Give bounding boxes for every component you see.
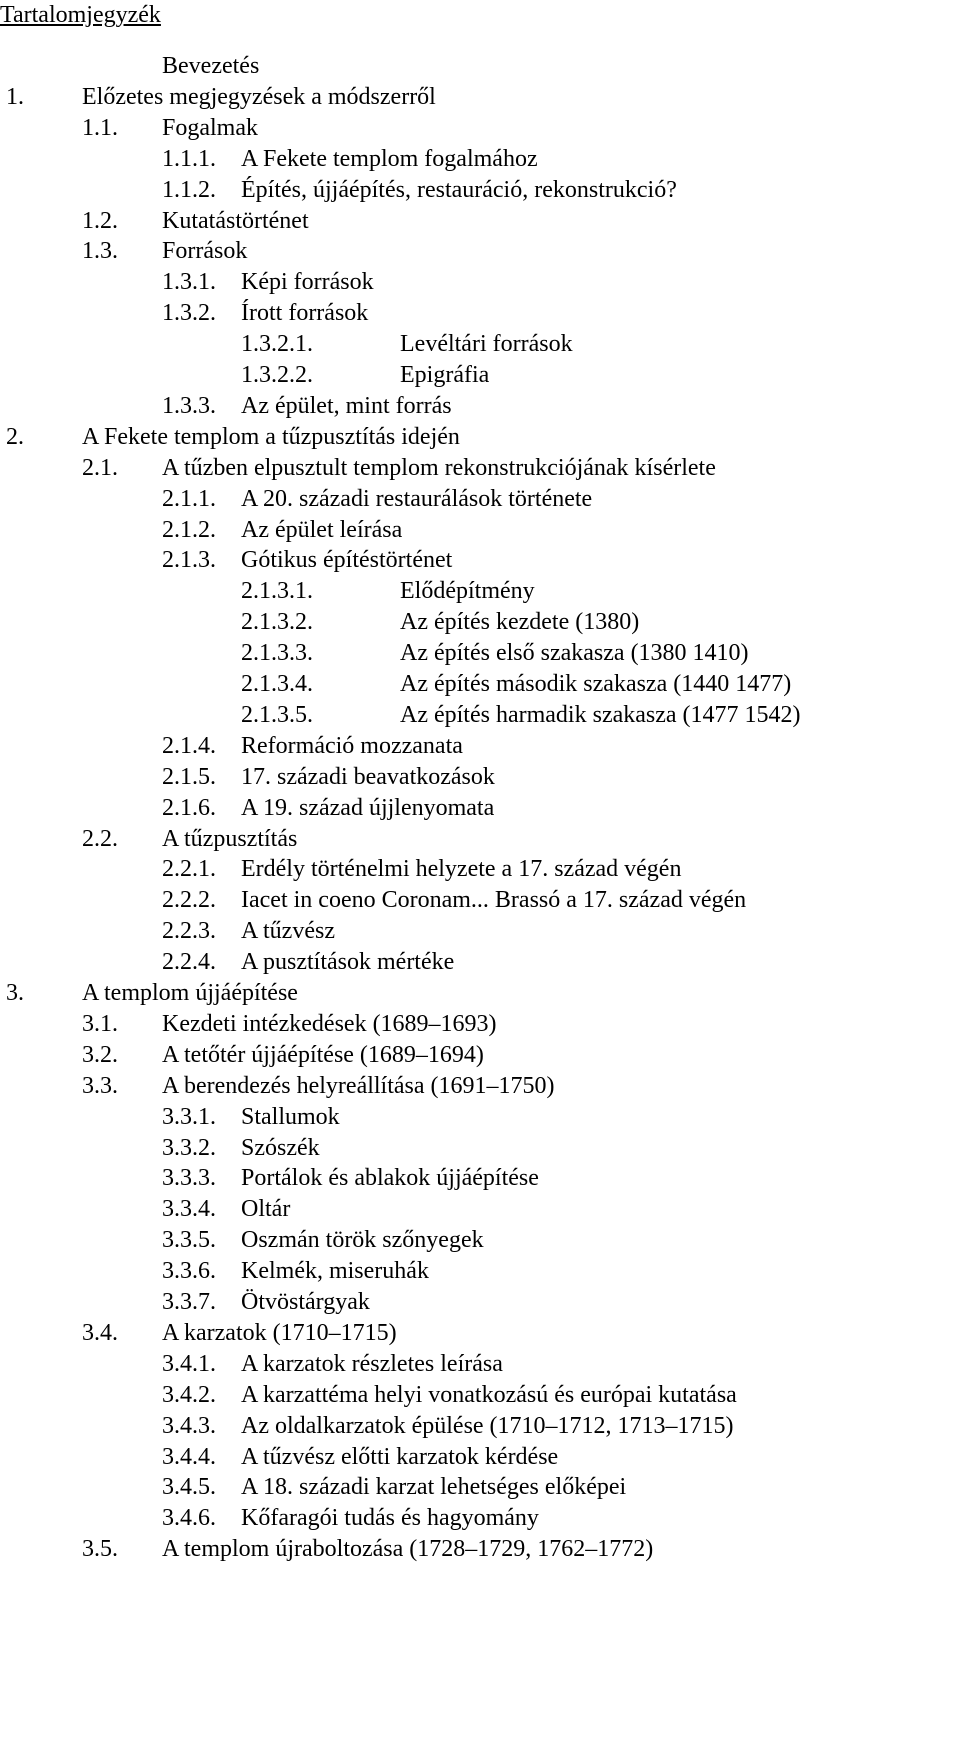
toc-entry-title: Elődépítmény [400,578,535,605]
toc-entry-number: 2.1.2. [162,516,216,543]
toc-entry-number: 1.3.2.2. [241,362,313,388]
toc-entry-number: 3.3.1. [162,1103,216,1130]
toc-entry-number: 2.1.3.5. [241,701,313,728]
toc-entry[interactable] [0,1378,960,1412]
toc-entry-title: Epigráfia [400,362,490,388]
toc-entry[interactable] [0,1007,960,1041]
toc-entry-title: A karzattéma helyi vonatkozású és európai kutatása [241,1381,737,1408]
toc-entry-title: A Fekete templom a tűzpusztítás idején [82,423,460,450]
toc-entry-number: 3.4.1. [162,1350,216,1377]
toc-entry-title: Reformáció mozzanata [241,732,463,759]
toc-entry-title: Az oldalkarzatok épülése (1710–1712, 1713–1715) [241,1412,734,1439]
toc-entry-number: 1.3.2. [162,300,216,327]
toc-entry[interactable] [0,1100,960,1134]
toc-entry-number: 3.4.5. [162,1474,216,1501]
toc-entry[interactable] [0,1440,960,1474]
toc-entry-title: Oszmán török szőnyegek [241,1227,484,1254]
toc-entry-title: Az építés második szakasza (1440 1477) [400,671,792,697]
toc-entry-title: Az építés harmadik szakasza (1477 1542) [400,701,801,728]
toc-entry-number: 2.2.4. [162,949,216,976]
toc-entry[interactable] [0,729,960,763]
toc-entry-number: 3.4.3. [162,1412,216,1439]
toc-entry-number: 2.1.3.3. [241,640,313,667]
toc-entry-title: A berendezés helyreállítása (1691–1750) [162,1072,555,1099]
toc-entry-title: Írott források [241,300,369,327]
toc-entry[interactable] [0,574,960,608]
toc-entry-title: A tetőtér újjáépítése (1689–1694) [162,1041,484,1068]
toc-entry-title: Iacet in coeno Coronam... Brassó a 17. század végén [241,887,747,914]
toc-entry[interactable] [0,451,960,485]
toc-entry[interactable] [0,296,960,330]
toc-entry-number: 2.2. [82,825,118,852]
toc-entry-number: 2.1.3. [162,547,216,574]
toc-entry-number: 2.1.1. [162,485,216,512]
toc-entry[interactable] [0,852,960,886]
toc-entry-number: 1.1.1. [162,145,216,172]
toc-entry-number: 3.3.2. [162,1134,216,1161]
toc-entry-title: A karzatok részletes leírása [241,1350,503,1377]
toc-entry-number: 3.4.2. [162,1381,216,1408]
toc-entry[interactable] [0,80,960,114]
toc-entry-title: Az épület, mint forrás [241,392,452,419]
toc-entry[interactable] [0,1501,960,1535]
toc-entry-number: 2.1.3.4. [241,671,313,697]
toc-entry[interactable] [0,482,960,516]
toc-entry-number: 3.4.6. [162,1505,216,1532]
toc-entry-title: A tűzpusztítás [162,825,298,852]
toc-entry-title: Források [162,238,248,265]
toc-entry-number: 2.1.3.2. [241,609,313,636]
toc-entry-number: 1. [6,83,24,110]
toc-entry-number: 3.1. [82,1010,118,1037]
toc-entry[interactable] [0,204,960,238]
toc-entry-number: 2.1.3.1. [241,578,313,605]
toc-entry-number: 2.1.4. [162,732,216,759]
toc-entry[interactable] [0,1347,960,1381]
toc-entry-title: Szószék [241,1134,320,1161]
toc-entry[interactable] [0,822,960,856]
toc-entry-number: 3.3.3. [162,1165,216,1192]
toc-entry-title: Építés, újjáépítés, restauráció, rekonstrukció? [241,176,677,203]
toc-entry-number: 3.3.6. [162,1258,216,1285]
toc-entry[interactable] [0,1254,960,1288]
toc-entry-number: 3.3.7. [162,1289,216,1315]
toc-entry-number: 3.3.4. [162,1196,216,1223]
toc-entry-title: Gótikus építéstörténet [241,547,453,574]
toc-entry[interactable] [0,945,960,979]
toc-entry[interactable] [0,667,960,701]
toc-entry-title: Az építés kezdete (1380) [400,609,640,636]
toc-entry[interactable] [0,1223,960,1257]
toc-entry-title: Ötvöstárgyak [241,1289,370,1315]
toc-entry-number: 1.3.1. [162,269,216,296]
toc-entry-title: A 18. századi karzat lehetséges előképei [241,1474,627,1501]
toc-entry[interactable] [0,1131,960,1165]
toc-entry-title: A 20. századi restaurálások története [241,485,593,512]
toc-entry[interactable] [0,111,960,145]
toc-entry[interactable] [0,791,960,825]
toc-entry-number: 1.3.2.1. [241,331,313,358]
toc-entry-title: Oltár [241,1196,291,1223]
toc-entry-number: 3.3.5. [162,1227,216,1254]
toc-entry[interactable] [0,1532,960,1566]
toc-entry[interactable] [0,1409,960,1443]
toc-entry-title: Az építés első szakasza (1380 1410) [400,640,749,667]
page-title: Tartalomjegyzék [0,2,161,28]
toc-entry-title: Bevezetés [162,53,260,79]
toc-entry-number: 3.4. [82,1319,118,1346]
toc-entry[interactable] [0,513,960,547]
toc-entry-number: 2.1.6. [162,794,216,821]
toc-entry[interactable] [0,389,960,423]
toc-entry[interactable] [0,543,960,577]
toc-entry-title: Előzetes megjegyzések a módszerről [82,83,436,110]
toc-entry-title: Képi források [241,269,374,296]
toc-entry[interactable] [0,1470,960,1504]
toc-entry-number: 2.2.1. [162,856,216,883]
toc-entry-number: 1.1. [82,114,118,141]
toc-entry[interactable] [0,265,960,299]
toc-entry[interactable] [0,173,960,207]
toc-entry[interactable] [0,420,960,454]
toc-entry-title: A tűzvész előtti karzatok kérdése [241,1443,559,1470]
toc-entry-number: 3.5. [82,1536,118,1563]
toc-entry[interactable] [0,49,960,83]
toc-entry-number: 1.2. [82,207,118,234]
toc-entry-number: 2.2.2. [162,887,216,914]
toc-entry[interactable] [0,760,960,794]
toc-entry[interactable] [0,1316,960,1350]
toc-entry-title: A karzatok (1710–1715) [162,1319,397,1346]
toc-entry-title: A 19. század újjlenyomata [241,794,495,821]
toc-entry-title: Kutatástörténet [162,207,309,234]
toc-entry-title: A Fekete templom fogalmához [241,145,538,172]
toc-entry-title: Fogalmak [162,114,258,141]
toc-entry[interactable] [0,1069,960,1103]
toc-entry-number: 1.3. [82,238,118,265]
toc-entry-number: 1.3.3. [162,392,216,419]
toc-entry-title: Kezdeti intézkedések (1689–1693) [162,1010,497,1037]
toc-entry[interactable] [0,1038,960,1072]
toc-entry-title: Stallumok [241,1103,340,1130]
toc-entry[interactable] [0,1192,960,1226]
toc-entry-number: 3.2. [82,1041,118,1068]
toc-entry-title: Kelmék, miseruhák [241,1258,429,1285]
toc-entry-title: A tűzvész [241,918,335,945]
toc-entry-number: 3.4.4. [162,1443,216,1470]
toc-entry-title: A tűzben elpusztult templom rekonstrukciójának kísérlete [162,454,716,481]
toc-entry[interactable] [0,883,960,917]
toc-entry[interactable] [0,358,960,392]
toc-entry-title: Az épület leírása [241,516,403,543]
toc-entry[interactable] [0,142,960,176]
toc-entry[interactable] [0,1285,960,1319]
toc-entry-title: Portálok és ablakok újjáépítése [241,1165,539,1192]
toc-entry-number: 2.1.5. [162,763,216,790]
toc-entry-title: Kőfaragói tudás és hagyomány [241,1505,539,1532]
toc-entry-title: Levéltári források [400,331,573,358]
toc-entry[interactable] [0,1161,960,1195]
toc-entry-number: 1.1.2. [162,176,216,203]
toc-entry-number: 2.2.3. [162,918,216,945]
toc-entry[interactable] [0,698,960,732]
toc-entry-number: 3.3. [82,1072,118,1099]
toc-entry[interactable] [0,976,960,1010]
toc-entry-number: 2.1. [82,454,118,481]
toc-entry[interactable] [0,327,960,361]
toc-entry[interactable] [0,636,960,670]
toc-entry-title: A pusztítások mértéke [241,949,455,976]
toc-entry-title: 17. századi beavatkozások [241,763,495,790]
toc-entry-title: A templom újjáépítése [82,980,298,1006]
toc-entry[interactable] [0,234,960,268]
toc-entry-title: A templom újraboltozása (1728–1729, 1762–1772) [162,1536,654,1563]
toc-entry[interactable] [0,605,960,639]
toc-entry[interactable] [0,914,960,948]
toc-entry-title: Erdély történelmi helyzete a 17. század végén [241,856,682,883]
toc-entry-number: 3. [6,980,24,1006]
toc-entry-number: 2. [6,423,24,450]
